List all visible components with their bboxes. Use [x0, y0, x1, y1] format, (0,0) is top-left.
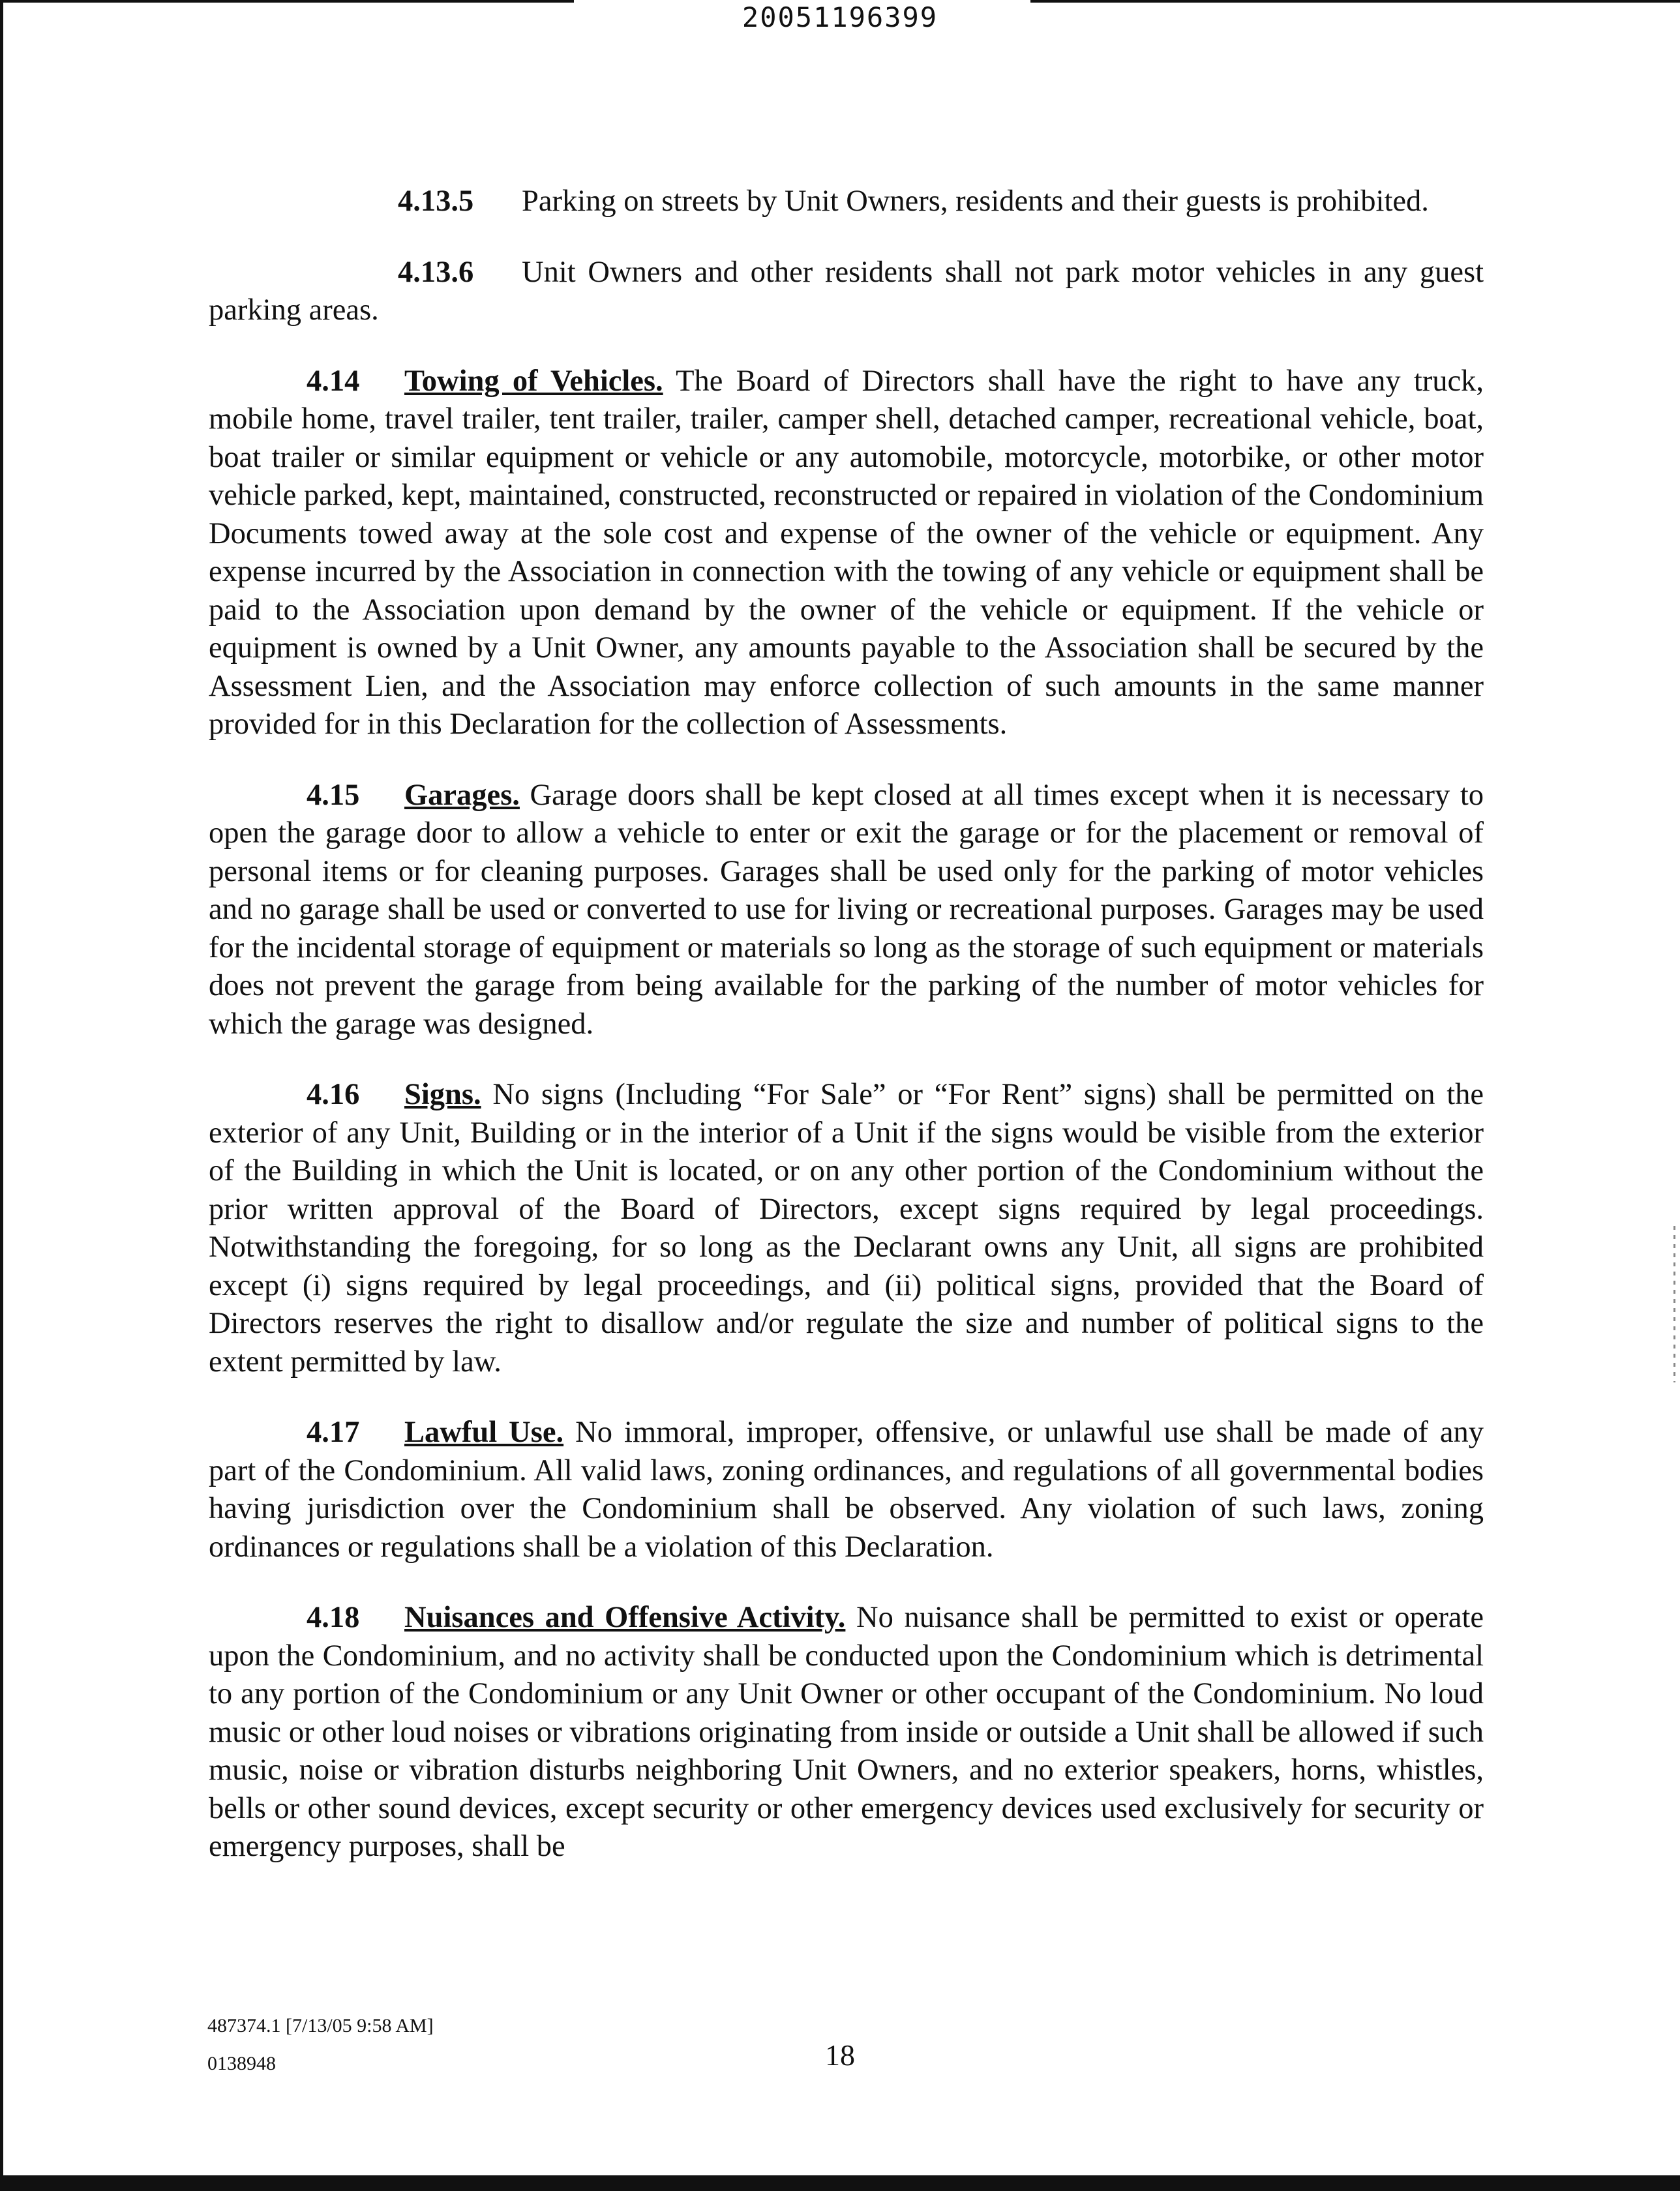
page-number: 18	[825, 2038, 855, 2072]
section-number: 4.13.6	[398, 255, 474, 289]
footer-doc-ref: 487374.1 [7/13/05 9:58 AM]	[207, 2015, 434, 2036]
section-4-18	[209, 1599, 1484, 1866]
section-text: No nuisance shall be permitted to exist or operate upon the Condominium, and no activity shall be conducted upon the Condominium which is detrimental to any portion of the Condominium or any Unit Owner or other occupant of the Condominium. No loud music or other loud noises or vibrations originating from inside or outside a Unit shall be allowed if such music, noise or vibration disturbs neighboring Unit Owners, and no exterior speakers, horns, whistles, bells or other sound devices, except security or other emergency devices used exclusively for security or emergency purposes, shall be	[209, 1601, 1484, 1863]
section-number: 4.13.5	[398, 185, 474, 218]
section-number: 4.14	[307, 364, 360, 398]
section-4-14	[209, 363, 1484, 744]
scan-frame-bottom	[0, 2175, 1680, 2191]
section-number: 4.17	[307, 1416, 360, 1449]
section-text: Unit Owners and other residents shall not park motor vehicles in any guest parking areas.	[209, 255, 1484, 327]
scan-edge-mark	[1673, 1226, 1675, 1382]
section-text: No signs (Including “For Sale” or “For Rent” signs) shall be permitted on the exterior of any Unit, Building or in the interior of a Unit if the signs would be visible from the exterior of the Building in which the Unit is located, or on any other portion of the Condominium without the prior written approval of the Board of Directors, except signs required by legal proceedings. Notwithstanding the foregoing, for so long as the Declarant owns any Unit, all signs are prohibited except (i) signs required by legal proceedings, and (ii) political signs, provided that the Board of Directors reserves the right to disallow and/or regulate the size and number of political signs to the extent permitted by law.	[209, 1078, 1484, 1379]
section-heading: Nuisances and Offensive Activity.	[404, 1601, 846, 1634]
section-heading: Towing of Vehicles.	[404, 364, 663, 398]
section-number: 4.16	[307, 1078, 360, 1111]
section-number: 4.15	[307, 778, 360, 812]
document-body	[209, 183, 1484, 1899]
section-number: 4.18	[307, 1601, 360, 1634]
section-4-13-6	[209, 254, 1484, 330]
section-heading: Garages.	[404, 778, 520, 812]
section-text: Parking on streets by Unit Owners, residents and their guests is prohibited.	[522, 185, 1429, 218]
document-number: 20051196399	[742, 1, 938, 33]
section-heading: Lawful Use.	[404, 1416, 564, 1449]
section-text: No immoral, improper, offensive, or unlawful use shall be made of any part of the Condominium. All valid laws, zoning ordinances, and regulations of all governmental bodies having jurisdiction over the Condominium shall be observed. Any violation of such laws, zoning ordinances or regulations shall be a violation of this Declaration.	[209, 1416, 1484, 1564]
section-text: The Board of Directors shall have the right to have any truck, mobile home, travel trailer, tent trailer, trailer, camper shell, detached camper, recreational vehicle, boat, boat trailer or similar equipment or vehicle or any automobile, motorcycle, motorbike, or other motor vehicle parked, kept, maintained, constructed, reconstructed or repaired in violation of the Condominium Documents towed away at the sole cost and expense of the owner of the vehicle or equipment. Any expense incurred by the Association in connection with the towing of any vehicle or equipment shall be paid to the Association upon demand by the owner of the vehicle or equipment. If the vehicle or equipment is owned by a Unit Owner, any amounts payable to the Association shall be secured by the Assessment Lien, and the Association may enforce collection of such amounts in the same manner provided for in this Declaration for the collection of Assessments.	[209, 364, 1484, 741]
section-4-15	[209, 777, 1484, 1044]
scan-frame-left	[0, 0, 3, 2191]
section-4-17	[209, 1414, 1484, 1566]
section-4-13-5	[209, 183, 1484, 221]
footer-client-number: 0138948	[207, 2053, 276, 2074]
section-4-16	[209, 1076, 1484, 1381]
section-heading: Signs.	[404, 1078, 481, 1111]
section-text: Garage doors shall be kept closed at all times except when it is necessary to open the garage door to allow a vehicle to enter or exit the garage or for the placement or removal of personal items or for cleaning purposes. Garages shall be used only for the parking of motor vehicles and no garage shall be used or converted to use for living or recreational purposes. Garages may be used for the incidental storage of equipment or materials so long as the storage of such equipment or materials does not prevent the garage from being available for the parking of the number of motor vehicles for which the garage was designed.	[209, 778, 1484, 1041]
